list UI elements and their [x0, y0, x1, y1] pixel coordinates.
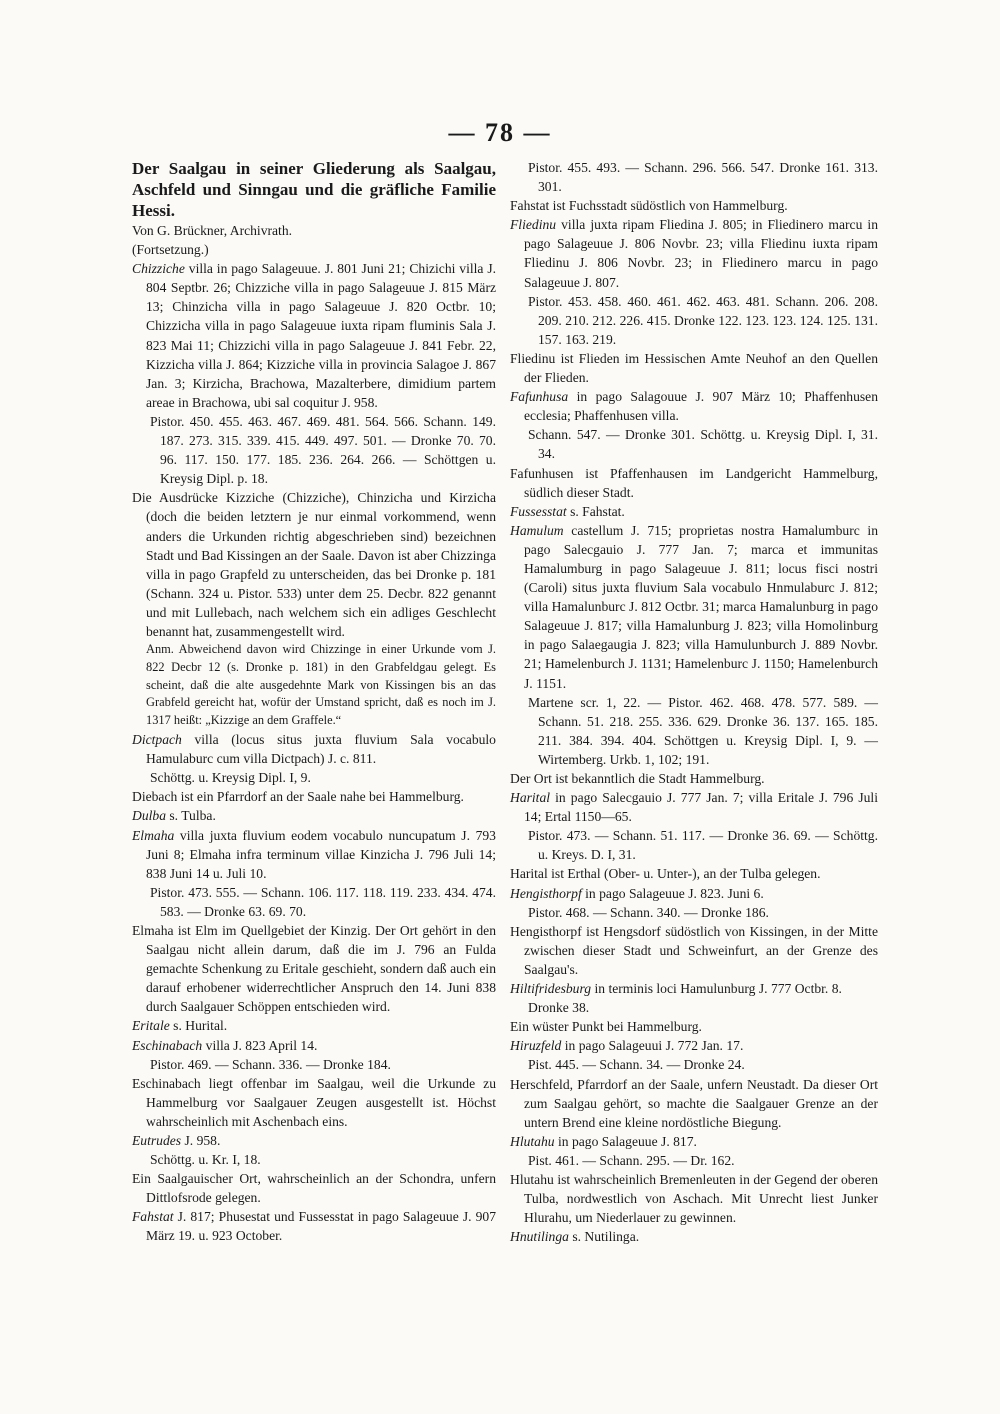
entry-text: in terminis loci Hamulunburg J. 777 Octbr. 8. [594, 981, 842, 997]
entry-text: villa in pago Salageuue. J. 801 Juni 21; Chizichi villa J. 804 Septbr. 26; Chizziche villa in pago Salageuue J. 815 März 13; Chinzicha villa in pago Salageuue J. 820 Octbr. 10; Chizzicha villa in pago Salageuue iuxta ripam fluminis Sala J. 823 Mai 11; Chizzichi villa in pago Salageuue J. 841 Febr. 22, Kizzicha villa J. 864; Kizziche villa in provincia Salagoe J. 867 Jan. 3; Kirzicha, Brachowa, Mazalterbere, dimidium partem areae in Brachowa, ubi sal coquitur J. 958. [146, 261, 497, 410]
entry-text: J. 958. [184, 1133, 221, 1149]
entry-term: Hengisthorpf [510, 885, 582, 901]
left-entries [132, 259, 496, 1245]
gazetteer-entry [510, 502, 878, 521]
entry-text: in pago Salagouue J. 907 März 10; Phaffenhusen ecclesia; Phaffenhusen villa. [524, 389, 878, 424]
source-references: Pistor. 450. 455. 463. 467. 469. 481. 564. 566. Schann. 149. 187. 273. 315. 339. 415. 449. 497. 501. — Dronke 70. 70. 96. 117. 150. 177. 185. 236. 264. 266. — Schöttgen u. Kreysig Dipl. p. 18. [150, 413, 496, 487]
entry-term: Hamulum [510, 522, 564, 538]
source-references: Schöttg. u. Kr. I, 18. [150, 1152, 261, 1168]
gloss-text: Die Ausdrücke Kizziche (Chizziche), Chinzicha und Kirzicha (doch die beiden letztern je nur einmal vorkommend, wenn anders die Urkunden richtig abgeschrieben sind) bezeichnen Stadt und Bad Kissingen an der Saale. Davon ist aber Chizzinga villa in pago Grapfeld zu unterscheiden, das bei Dronke p. 181 (Schann. 324 u. Pistor. 533) unter dem 25. Decbr. 822 genannt und mit Lullebach, nach welchem sich ein adliges Geschlecht benannt hat, zusammengestellt wird. [132, 490, 496, 639]
gloss-text: Herschfeld, Pfarrdorf an der Saale, unfern Neustadt. Da dieser Ort zum Saalgau gehört, so machte die Saalgauer Grenze an der untern Brend eine kleine nordöstliche Biegung. [510, 1076, 878, 1130]
gloss-text: Diebach ist ein Pfarrdorf an der Saale nahe bei Hammelburg. [132, 789, 464, 805]
continuation-note: (Fortsetzung.) [132, 242, 209, 258]
source-references: Pistor. 468. — Schann. 340. — Dronke 186. [528, 904, 769, 920]
gloss-text: Eschinabach liegt offenbar im Saalgau, weil die Urkunde zu Hammelburg vor Saalgauer Zeugen ausgestellt ist. Höchst wahrscheinlich mit Aschenbach eins. [132, 1075, 496, 1129]
gloss-text: Harital ist Erthal (Ober- u. Unter-), an der Tulba gelegen. [510, 866, 821, 882]
entry-term: Fahstat [132, 1209, 174, 1225]
article-title: Der Saalgau in seiner Gliederung als Saalgau, Aschfeld und Sinngau und die gräfliche Familie Hessi. [132, 159, 496, 220]
source-references: Dronke 38. [528, 1000, 590, 1016]
gazetteer-entry [510, 1227, 878, 1246]
gazetteer-entry [510, 521, 878, 693]
entry-text: villa juxta ripam Fliedina J. 805; in Fliedinero marcu in pago Salageuue J. 806 Novbr. 23; villa Fliedinu iuxta ripam Fliedinu J. 806 Novbr. 23; in Fliedinero marcu in pago Salageuue J. 807. [524, 217, 879, 290]
entry-text: villa juxta fluvium eodem vocabulo nuncupatum J. 793 Juni 8; Elmaha infra terminum villae Kinzicha J. 796 Juli 14; 838 Juni 14 u. Juli 10. [146, 827, 496, 881]
gazetteer-entry [510, 884, 878, 903]
gazetteer-entry [132, 730, 496, 768]
gazetteer-entry [510, 1132, 878, 1151]
source-references: Schann. 547. — Dronke 301. Schöttg. u. Kreysig Dipl. I, 31. 34. [528, 427, 878, 462]
source-references: Pistor. 473. 555. — Schann. 106. 117. 118. 119. 233. 434. 474. 583. — Dronke 63. 69. 70. [150, 884, 496, 919]
entry-term: Harital [510, 790, 551, 806]
entry-text: villa J. 823 April 14. [205, 1037, 318, 1053]
entry-term: Fafunhusa [510, 389, 569, 405]
gazetteer-entry [510, 1036, 878, 1055]
entry-text: J. 817; Phusestat und Fussesstat in pago Salageuue J. 907 März 19. u. 923 October. [146, 1209, 496, 1244]
gazetteer-entry [132, 826, 496, 883]
source-references: Pist. 461. — Schann. 295. — Dr. 162. [528, 1152, 735, 1168]
gloss-text: Fahstat ist Fuchsstadt südöstlich von Hammelburg. [510, 198, 788, 214]
gloss-text: Fafunhusen ist Pfaffenhausen im Landgericht Hammelburg, südlich dieser Stadt. [510, 465, 878, 500]
right-column [510, 158, 878, 1246]
gazetteer-entry [510, 387, 878, 425]
gazetteer-entry [510, 788, 878, 826]
entry-text: in pago Salecgauio J. 777 Jan. 7; villa Eritale J. 796 Juli 14; Ertal 1150—65. [524, 790, 878, 825]
gloss-text: Hengisthorpf ist Hengsdorf südöstlich von Kissingen, in der Mitte zwischen dieser Stadt und Schweinfurt, an der Grenze des Saalgau's. [510, 923, 878, 977]
gazetteer-entry [132, 1016, 496, 1035]
entry-term: Dulba [132, 808, 166, 824]
page-number: — 78 — [448, 118, 552, 147]
article-author: Von G. Brückner, Archivrath. [132, 223, 293, 238]
gloss-text: Der Ort ist bekanntlich die Stadt Hammelburg. [510, 771, 765, 786]
entry-term: Chizziche [132, 261, 185, 277]
source-references: Pistor. 455. 493. — Schann. 296. 566. 547. Dronke 161. 313. 301. [528, 160, 878, 195]
entry-text: s. Nutilinga. [572, 1229, 640, 1245]
entry-text: s. Fahstat. [570, 503, 625, 519]
footnote: Anm. Abweichend davon wird Chizzinge in einer Urkunde vom J. 822 Decbr 12 (s. Dronke p. 181) in den Grabfeldgau gelegt. Es scheint, daß die alte ausgedehnte Mark von Kissingen bis an das Grabfeld gereicht hat, wofür der Umstand spricht, daß es noch im J. 1317 heißt: „Kizzige an dem Graffele.“ [146, 642, 496, 728]
left-column [132, 158, 496, 1246]
source-references: Pistor. 469. — Schann. 336. — Dronke 184. [150, 1056, 391, 1072]
entry-term: Dictpach [132, 732, 182, 748]
entry-term: Hiruzfeld [510, 1038, 562, 1054]
entry-term: Eutrudes [132, 1133, 182, 1149]
entry-term: Eschinabach [132, 1037, 203, 1053]
entry-text: s. Tulba. [169, 808, 216, 824]
gloss-text: Ein wüster Punkt bei Hammelburg. [510, 1019, 702, 1035]
entry-text: villa (locus situs juxta fluvium Sala vocabulo Hamulaburc cum villa Dictpach) J. c. 811. [146, 732, 496, 767]
source-references: Pist. 445. — Schann. 34. — Dronke 24. [528, 1057, 745, 1073]
entry-text: in pago Salageuue J. 823. Juni 6. [585, 885, 764, 901]
entry-term: Fliedinu [510, 217, 557, 233]
gloss-text: Elmaha ist Elm im Quellgebiet der Kinzig. Der Ort gehört in den Saalgau nicht allein darum, daß die im J. 796 an Fulda gemachte Schenkung zu Eritale geschieht, sondern daß auch ein darauf erhobener widerrechtlicher Anspruch den 14. Juni 838 durch Saalgauer Schöppen entschieden wird. [132, 922, 496, 1015]
gazetteer-entry [132, 1036, 496, 1055]
gazetteer-entry [132, 1207, 496, 1245]
entry-text: s. Hurital. [173, 1018, 228, 1034]
gazetteer-entry [510, 215, 878, 291]
gloss-text: Fliedinu ist Flieden im Hessischen Amte Neuhof an den Quellen der Flieden. [510, 350, 878, 386]
gloss-text: Ein Saalgauischer Ort, wahrscheinlich an der Schondra, unfern Dittlofsrode gelegen. [132, 1171, 496, 1206]
entry-term: Eritale [132, 1018, 170, 1034]
gloss-text: Hlutahu ist wahrscheinlich Bremenleuten in der Gegend der oberen Tulba, nordwestlich von Aschach. Mit Unrecht liest Junker Hlurahu, um Niederlauer zu gewinnen. [510, 1171, 878, 1226]
entry-text: castellum J. 715; proprietas nostra Hamalumburc in pago Salecgauio J. 777 Jan. 7; marca et immunitas Hamalumburg in pago Salageuue J. 811; locus fisci nostri (Caroli) situs juxta fluvium Sala vocabulo Hnmulaburc J. 812; villa Hamalunburc J. 812 Octbr. 31; marca Hamalunburg in pago Salageuue J. 817; villa Hamalunburg J. 823; villa Homolinburg in pago Salaegaugia J. 823; villa Hamulunburch J. 889 Novbr. 21; Hamelenburch J. 1131; Hamelenburc J. 1150; Hamelenburch J. 1151. [524, 522, 879, 691]
right-entries [510, 158, 878, 1246]
gazetteer-entry [132, 806, 496, 825]
entry-term: Elmaha [132, 827, 175, 843]
source-references: Pistor. 453. 458. 460. 461. 462. 463. 481. Schann. 206. 208. 209. 210. 212. 226. 415. Dronke 122. 123. 123. 124. 125. 131. 157. 163. 219. [528, 293, 878, 347]
entry-term: Hlutahu [510, 1133, 555, 1149]
entry-term: Hiltifridesburg [510, 981, 592, 997]
entry-term: Hnutilinga [510, 1229, 569, 1245]
source-references: Martene scr. 1, 22. — Pistor. 462. 468. 478. 577. 589. — Schann. 51. 218. 255. 336. 629. Dronke 36. 137. 165. 185. 211. 384. 394. 404. Schöttgen u. Kreysig Dipl. I, 9. — Wirtemberg. Urkb. 1, 102; 191. [528, 694, 878, 767]
entry-text: in pago Salageuui J. 772 Jan. 17. [564, 1038, 744, 1054]
source-references: Schöttg. u. Kreysig Dipl. I, 9. [150, 770, 311, 786]
entry-text: in pago Salageuue J. 817. [557, 1133, 697, 1149]
source-references: Pistor. 473. — Schann. 51. 117. — Dronke 36. 69. — Schöttg. u. Kreys. D. I, 31. [528, 828, 878, 863]
gazetteer-entry [132, 259, 496, 412]
gazetteer-entry [510, 979, 878, 998]
gazetteer-entry [132, 1131, 496, 1150]
entry-term: Fussesstat [510, 503, 567, 519]
